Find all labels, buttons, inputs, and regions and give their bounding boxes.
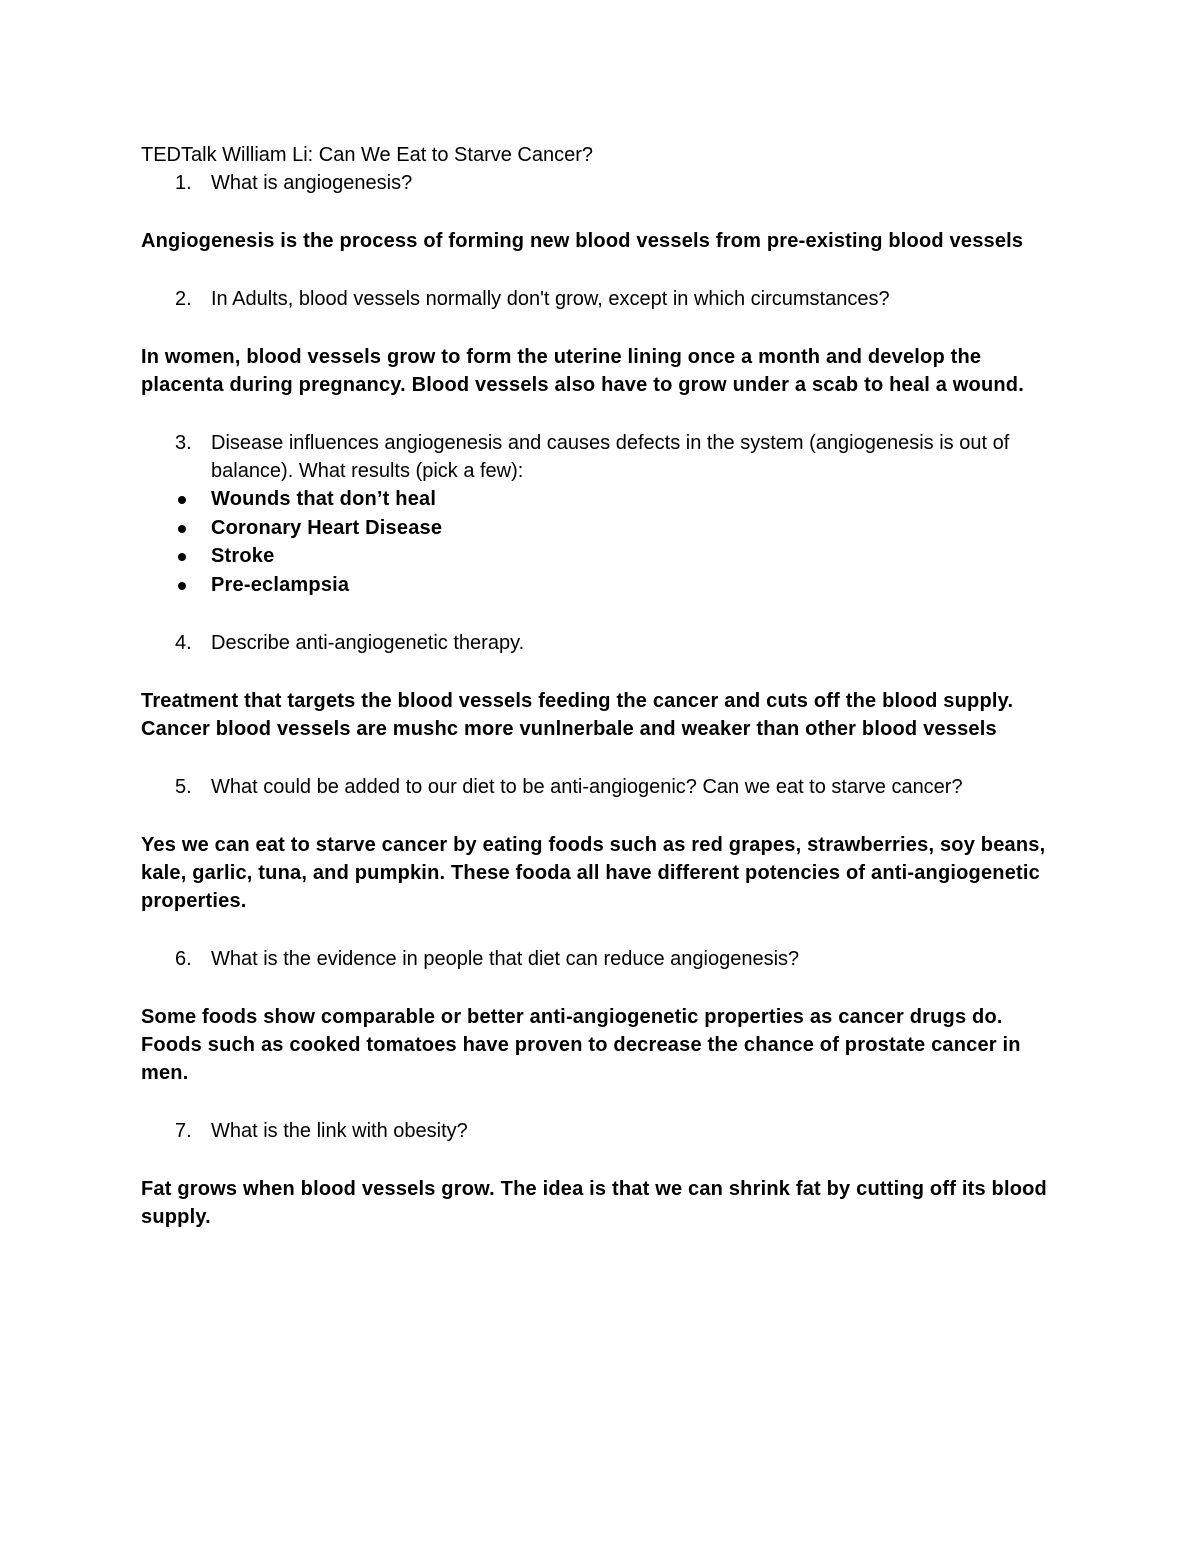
question-text: Describe anti-angiogenetic therapy. (211, 632, 525, 654)
bullet-icon (178, 553, 186, 561)
question-number: 2. (175, 288, 192, 310)
bullet-icon (178, 496, 186, 504)
results-list (141, 485, 1061, 599)
question-1 (141, 169, 1061, 197)
question-number: 7. (175, 1120, 192, 1142)
question-7 (141, 1117, 1061, 1145)
bullet-icon (178, 582, 186, 590)
bullet-icon (178, 525, 186, 533)
answer-1: Angiogenesis is the process of forming new blood vessels from pre-existing blood vessels (141, 230, 1024, 252)
question-text: In Adults, blood vessels normally don't grow, except in which circumstances? (211, 288, 890, 310)
question-number: 4. (175, 632, 192, 654)
question-text: What is the link with obesity? (211, 1120, 468, 1142)
answer-2: In women, blood vessels grow to form the uterine lining once a month and develop the placenta during pregnancy. Blood vessels also have to grow under a scab to heal a wound. (141, 346, 1024, 396)
answer-7: Fat grows when blood vessels grow. The idea is that we can shrink fat by cutting off its blood supply. (141, 1178, 1047, 1228)
answer-5: Yes we can eat to starve cancer by eating foods such as red grapes, strawberries, soy beans, kale, garlic, tuna, and pumpkin. These fooda all have different potencies of anti-angiogenetic properties. (141, 834, 1046, 912)
answer-4: Treatment that targets the blood vessels feeding the cancer and cuts off the blood supply. Cancer blood vessels are mushc more vunlnerbale and weaker than other blood vessels (141, 690, 1014, 740)
document-title: TEDTalk William Li: Can We Eat to Starve Cancer? (141, 144, 594, 166)
question-5 (141, 773, 1061, 801)
question-text: What is the evidence in people that diet can reduce angiogenesis? (211, 948, 800, 970)
question-text: Disease influences angiogenesis and causes defects in the system (angiogenesis is out of balance). What results (pick a few): (211, 432, 1010, 482)
question-number: 6. (175, 948, 192, 970)
answer-6: Some foods show comparable or better anti-angiogenetic properties as cancer drugs do. Foods such as cooked tomatoes have proven to decrease the chance of prostate cancer in men. (141, 1006, 1021, 1084)
question-6 (141, 945, 1061, 973)
question-2 (141, 285, 1061, 313)
list-item: Pre-eclampsia (141, 571, 1061, 600)
question-text: What could be added to our diet to be anti-angiogenic? Can we eat to starve cancer? (211, 776, 963, 798)
list-item: Wounds that don’t heal (141, 485, 1061, 514)
document-page (141, 141, 1061, 1231)
question-text: What is angiogenesis? (211, 172, 413, 194)
question-number: 1. (175, 172, 192, 194)
question-4 (141, 629, 1061, 657)
question-number: 5. (175, 776, 192, 798)
question-number: 3. (175, 432, 192, 454)
list-item: Stroke (141, 542, 1061, 571)
question-3 (141, 429, 1061, 485)
list-item: Coronary Heart Disease (141, 514, 1061, 543)
